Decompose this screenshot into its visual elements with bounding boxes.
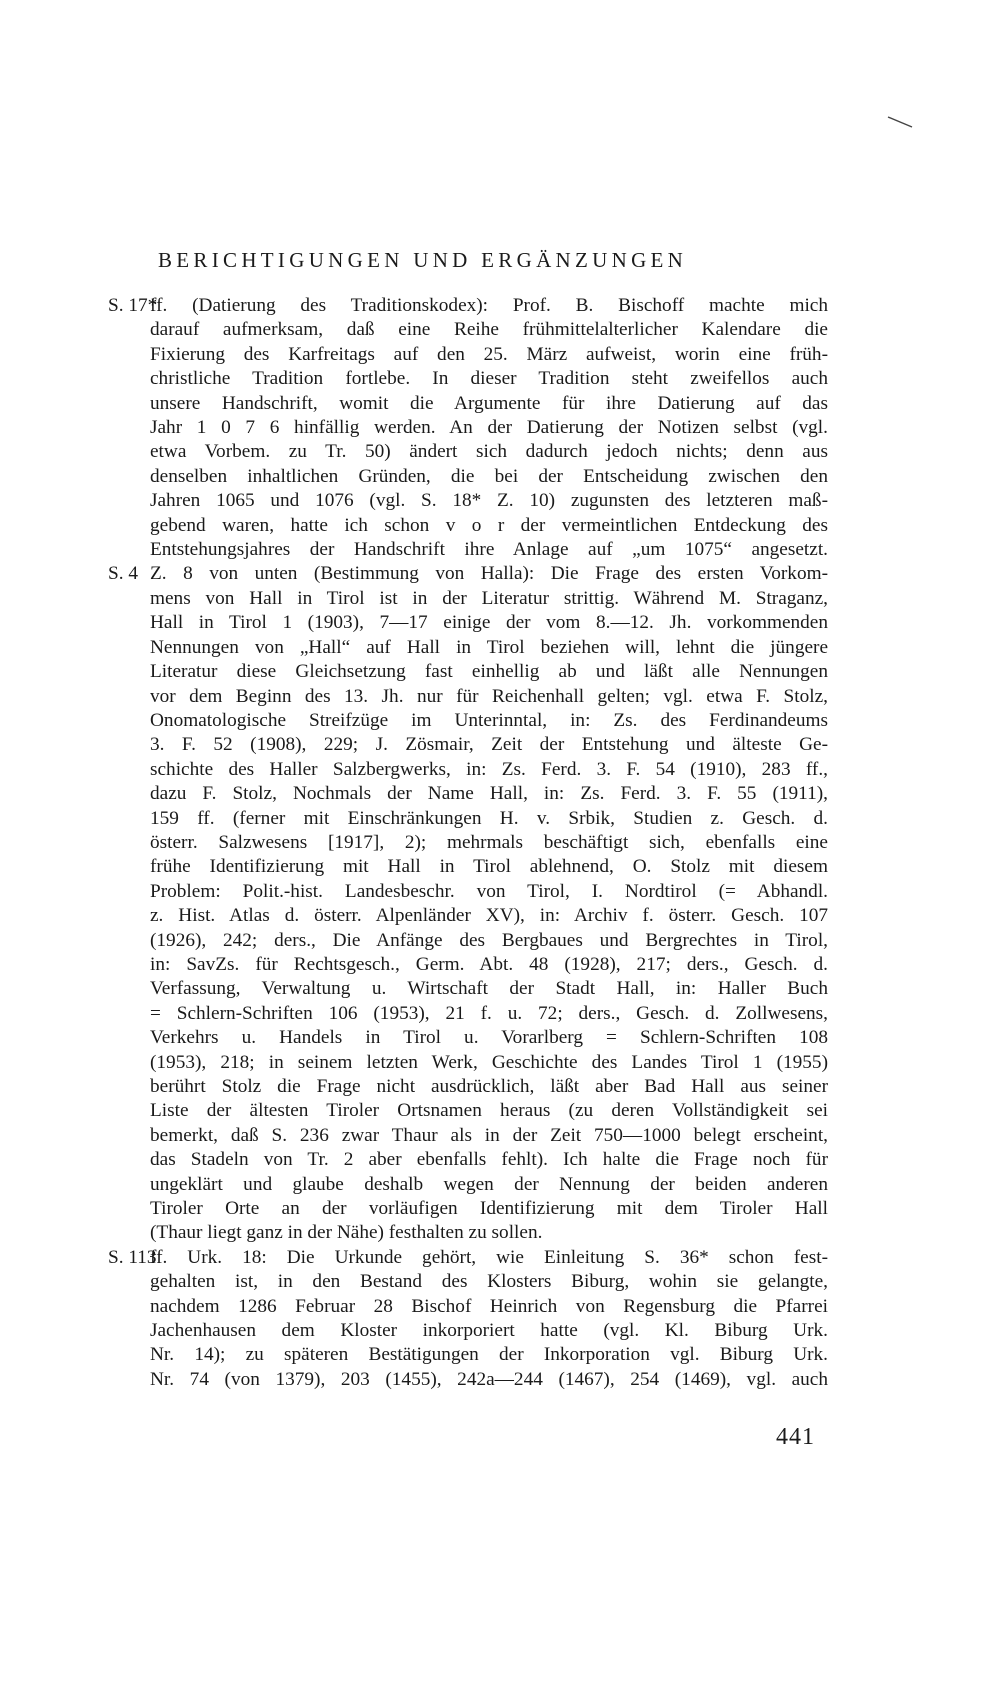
text-line: gehalten ist, in den Bestand des Klosters Biburg, wohin sie gelangte, bbox=[150, 1271, 828, 1293]
correction-entry-3 bbox=[108, 1246, 828, 1392]
entry-reference: S. 17* bbox=[108, 295, 158, 316]
text-line: (1953), 218; in seinem letzten Werk, Geschichte des Landes Tirol 1 (1955) bbox=[150, 1051, 828, 1073]
text-line: berührt Stolz die Frage nicht ausdrücklich, läßt aber Bad Hall aus seiner bbox=[150, 1076, 828, 1097]
text-line: christliche Tradition fortlebe. In dieser Tradition steht zweifellos auch bbox=[150, 368, 828, 390]
text-line: ff. Urk. 18: Die Urkunde gehört, wie Einleitung S. 36* schon fest- bbox=[150, 1246, 828, 1268]
text-line: vor dem Beginn des 13. Jh. nur für Reichenhall gelten; vgl. etwa F. Stolz, bbox=[150, 685, 828, 707]
text-line: frühe Identifizierung mit Hall in Tirol ablehnend, O. Stolz mit diesem bbox=[150, 856, 828, 878]
text-line: (1926), 242; ders., Die Anfänge des Bergbaues und Bergrechtes in Tirol, bbox=[150, 929, 828, 951]
text-line: bemerkt, daß S. 236 zwar Thaur als in der Zeit 750—1000 belegt erscheint, bbox=[150, 1124, 828, 1146]
text-line: Onomatologische Streifzüge im Unterinntal, in: Zs. des Ferdinandeums bbox=[150, 709, 828, 731]
text-line: nachdem 1286 Februar 28 Bischof Heinrich von Regensburg die Pfarrei bbox=[150, 1295, 828, 1317]
text-line: Verkehrs u. Handels in Tirol u. Vorarlberg = Schlern-Schriften 108 bbox=[150, 1027, 828, 1049]
text-line: Entstehungsjahres der Handschrift ihre Anlage auf „um 1075“ angesetzt. bbox=[150, 539, 828, 561]
text-line: Tiroler Orte an der vorläufigen Identifizierung mit dem Tiroler Hall bbox=[150, 1198, 828, 1220]
text-line: = Schlern-Schriften 106 (1953), 21 f. u. 72; ders., Gesch. d. Zollwesens, bbox=[150, 1002, 828, 1024]
text-line: Liste der ältesten Tiroler Ortsnamen heraus (zu deren Vollständigkeit sei bbox=[150, 1100, 828, 1122]
text-line: z. Hist. Atlas d. österr. Alpenländer XV), in: Archiv f. österr. Gesch. 107 bbox=[150, 905, 828, 927]
text-line: in: SavZs. für Rechtsgesch., Germ. Abt. 48 (1928), 217; ders., Gesch. d. bbox=[150, 953, 828, 975]
text-line: österr. Salzwesens [1917], 2); mehrmals beschäftigt sich, ebenfalls eine bbox=[150, 831, 828, 853]
page-heading: BERICHTIGUNGEN UND ERGÄNZUNGEN bbox=[158, 248, 688, 272]
page-number: 441 bbox=[776, 1424, 815, 1450]
entry-reference: S. 4 bbox=[108, 563, 139, 585]
text-line: etwa Vorbem. zu Tr. 50) ändert sich dadurch jedoch nichts; denn aus bbox=[150, 441, 828, 463]
text-line: gebend waren, hatte ich schon v o r der vermeintlichen Entdeckung des bbox=[150, 514, 828, 536]
text-line: Problem: Polit.-hist. Landesbeschr. von Tirol, I. Nordtirol (= Abhandl. bbox=[150, 880, 828, 902]
text-line: Jahr 1 0 7 6 hinfällig werden. An der Datierung der Notizen selbst (vgl. bbox=[150, 417, 828, 439]
text-line: unsere Handschrift, womit die Argumente für ihre Datierung auf das bbox=[150, 392, 828, 414]
text-line: ungeklärt und glaube deshalb wegen der Nennung der beiden anderen bbox=[150, 1173, 828, 1195]
text-line: schichte des Haller Salzbergwerks, in: Zs. Ferd. 3. F. 54 (1910), 283 ff., bbox=[150, 758, 828, 780]
text-line: Verfassung, Verwaltung u. Wirtschaft der Stadt Hall, in: Haller Buch bbox=[150, 978, 828, 1000]
correction-entry-1 bbox=[108, 294, 828, 562]
text-line: Literatur diese Gleichsetzung fast einhellig ab und läßt alle Nennungen bbox=[150, 661, 828, 683]
text-line: Nennungen von „Hall“ auf Hall in Tirol beziehen will, lehnt die jüngere bbox=[150, 636, 828, 658]
corrections-list bbox=[108, 294, 828, 1392]
text-line: ff. (Datierung des Traditionskodex): Prof. B. Bischoff machte mich bbox=[150, 295, 828, 316]
text-line: das Stadeln von Tr. 2 aber ebenfalls fehlt). Ich halte die Frage noch für bbox=[150, 1149, 828, 1171]
entry-text bbox=[150, 562, 828, 1245]
text-line: Nr. 74 (von 1379), 203 (1455), 242a—244 (1467), 254 (1469), vgl. auch bbox=[150, 1368, 828, 1390]
text-line: mens von Hall in Tirol ist in der Literatur strittig. Während M. Straganz, bbox=[150, 587, 828, 609]
text-line: 159 ff. (ferner mit Einschränkungen H. v. Srbik, Studien z. Gesch. d. bbox=[150, 807, 828, 829]
correction-entry-2 bbox=[108, 562, 828, 1245]
text-line: Fixierung des Karfreitags auf den 25. März aufweist, worin eine früh- bbox=[150, 343, 828, 365]
entry-text bbox=[150, 294, 828, 562]
text-line: dazu F. Stolz, Nochmals der Name Hall, in: Zs. Ferd. 3. F. 55 (1911), bbox=[150, 783, 828, 805]
text-line: Nr. 14); zu späteren Bestätigungen der Inkorporation vgl. Biburg Urk. bbox=[150, 1344, 828, 1366]
margin-mark bbox=[886, 114, 914, 130]
text-line: denselben inhaltlichen Gründen, die bei der Entscheidung zwischen den bbox=[150, 465, 828, 487]
text-line: Jachenhausen dem Kloster inkorporiert hatte (vgl. Kl. Biburg Urk. bbox=[150, 1320, 828, 1342]
text-line: Z. 8 von unten (Bestimmung von Halla): Die Frage des ersten Vorkom- bbox=[150, 563, 828, 585]
entry-text bbox=[150, 1246, 828, 1392]
text-line: Hall in Tirol 1 (1903), 7—17 einige der vom 8.—12. Jh. vorkommenden bbox=[150, 612, 828, 634]
text-line: 3. F. 52 (1908), 229; J. Zösmair, Zeit der Entstehung und älteste Ge- bbox=[150, 734, 828, 756]
entry-reference: S. 113 bbox=[108, 1246, 157, 1268]
text-line: Jahren 1065 und 1076 (vgl. S. 18* Z. 10) zugunsten des letzteren maß- bbox=[150, 490, 828, 512]
text-line: darauf aufmerksam, daß eine Reihe frühmittelalterlicher Kalendare die bbox=[150, 319, 828, 341]
text-line: (Thaur liegt ganz in der Nähe) festhalten zu sollen. bbox=[150, 1222, 543, 1244]
